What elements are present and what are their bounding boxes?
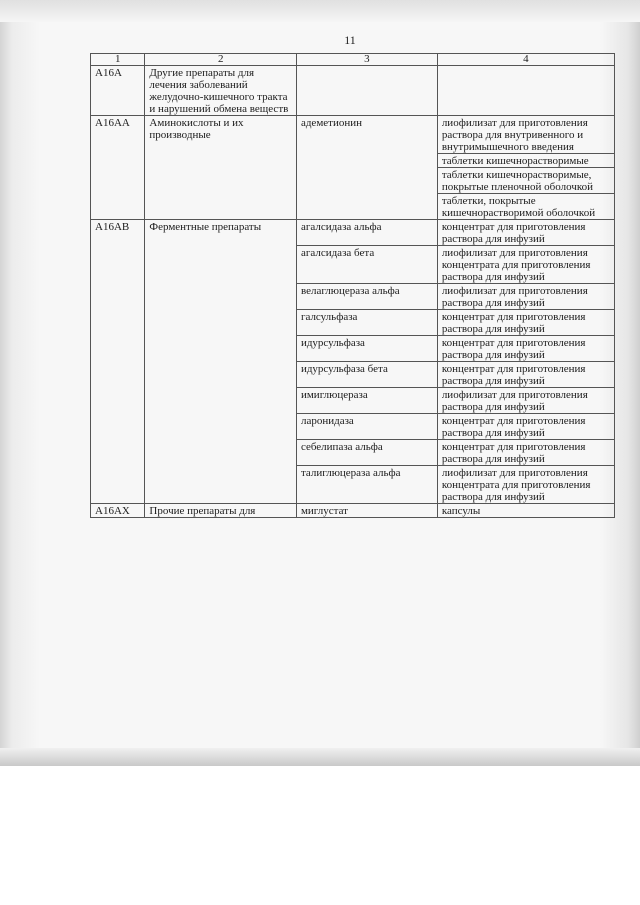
table-row (91, 504, 615, 518)
drug-name-cell: идурсульфаза бета (296, 362, 437, 388)
drug-name-cell: себелипаза альфа (296, 440, 437, 466)
group-name-cell: Ферментные препараты (145, 220, 297, 504)
table-row (91, 116, 615, 154)
dosage-form-cell: лиофилизат для приготовления раствора для внутривенного и внутримышечного введения (437, 116, 614, 154)
group-name-cell: Аминокислоты и их производные (145, 116, 297, 220)
header-col-3: 3 (296, 54, 437, 66)
group-name-cell: Прочие препараты для (145, 504, 297, 518)
dosage-form-cell: концентрат для приготовления раствора для инфузий (437, 362, 614, 388)
dosage-form-cell: концентрат для приготовления раствора для инфузий (437, 220, 614, 246)
dosage-form-cell: лиофилизат для приготовления концентрата для приготовления раствора для инфузий (437, 466, 614, 504)
dosage-form-cell: концентрат для приготовления раствора для инфузий (437, 310, 614, 336)
dosage-form-cell: лиофилизат для приготовления раствора для инфузий (437, 388, 614, 414)
page-number: 11 (344, 33, 356, 47)
dosage-form-cell: таблетки, покрытые кишечнорастворимой оболочкой (437, 194, 614, 220)
drug-table (90, 53, 615, 518)
drug-name-cell: идурсульфаза (296, 336, 437, 362)
dosage-form-cell: концентрат для приготовления раствора для инфузий (437, 414, 614, 440)
empty-cell (437, 66, 614, 116)
dosage-form-cell: капсулы (437, 504, 614, 518)
atc-code-cell: A16AB (91, 220, 145, 504)
drug-name-cell: миглустат (296, 504, 437, 518)
dosage-form-cell: концентрат для приготовления раствора для инфузий (437, 336, 614, 362)
drug-name-cell: имиглюцераза (296, 388, 437, 414)
dosage-form-cell: лиофилизат для приготовления концентрата для приготовления раствора для инфузий (437, 246, 614, 284)
table-row (91, 220, 615, 246)
header-col-4: 4 (437, 54, 614, 66)
atc-code-cell: A16A (91, 66, 145, 116)
dosage-form-cell: лиофилизат для приготовления раствора для инфузий (437, 284, 614, 310)
drug-name-cell: ларонидаза (296, 414, 437, 440)
dosage-form-cell: таблетки кишечнорастворимые (437, 154, 614, 168)
dosage-form-cell: концентрат для приготовления раствора для инфузий (437, 440, 614, 466)
table-header-row (91, 54, 615, 66)
header-col-2: 2 (145, 54, 297, 66)
drug-name-cell: галсульфаза (296, 310, 437, 336)
scan-bottom-edge (0, 748, 640, 766)
group-name-cell: Другие препараты для лечения заболеваний желудочно-кишечного тракта и нарушений обмена веществ (145, 66, 297, 116)
drug-name-cell: агалсидаза альфа (296, 220, 437, 246)
empty-cell (296, 66, 437, 116)
atc-code-cell: A16AX (91, 504, 145, 518)
dosage-form-cell: таблетки кишечнорастворимые, покрытые пленочной оболочкой (437, 168, 614, 194)
scan-top-edge (0, 0, 640, 22)
atc-code-cell: A16AA (91, 116, 145, 220)
drug-name-cell: агалсидаза бета (296, 246, 437, 284)
drug-name-cell: талиглюцераза альфа (296, 466, 437, 504)
table-row (91, 66, 615, 116)
drug-name-cell: адеметионин (296, 116, 437, 220)
drug-name-cell: велаглюцераза альфа (296, 284, 437, 310)
header-col-1: 1 (91, 54, 145, 66)
